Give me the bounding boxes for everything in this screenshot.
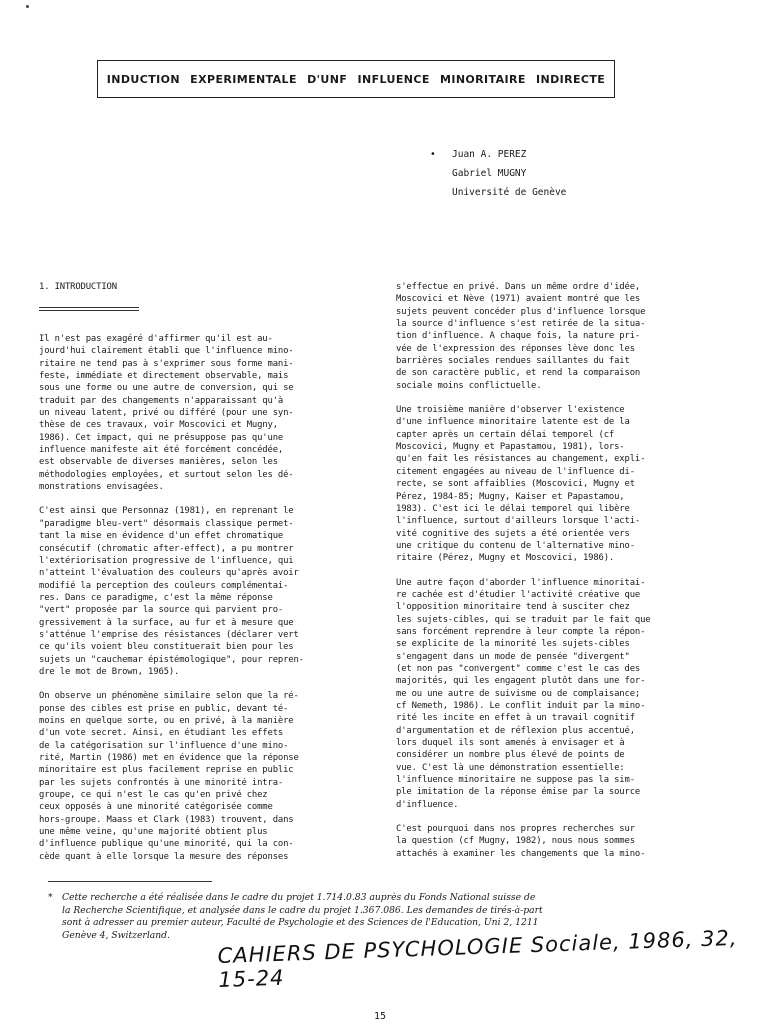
author-footnote-bullet: • bbox=[430, 149, 436, 160]
paragraph: C'est ainsi que Personnaz (1981), en reprenant le "paradigme bleu-vert" désormais classique permet- tant la mise en évidence d'un effet chromatique consécutif (chromatic after-effect), a pu montrer l'extériorisation progressive de l'influence, qui n'atteint l'évaluation des couleurs qu'après avoir modifié la perception des couleurs complémentai- res. Dans ce paradigme, c'est la même réponse "vert" proposée par la source qui parvient pro- gressivement à la surface, au fur et à mesure que s'atténue l'emprise des résistances (déclarer vert ce qu'ils voient bleu constituerait bien pour les sujets un "cauchemar épistémologique", pour repren- dre le mot de Brown, 1965). bbox=[39, 506, 304, 677]
paragraph: C'est pourquoi dans nos propres recherches sur la question (cf Mugny, 1982), nous nous sommes attachés à examiner les changements que la mino- bbox=[396, 824, 646, 859]
paragraph: Il n'est pas exagéré d'affirmer qu'il est au- jourd'hui clairement établi que l'influence mino- ritaire ne tend pas à s'exprimer sous forme mani- feste, immédiate et directement observable, mais sous une forme ou une autre de conversion, qui se traduit par des changements n'apparaissant qu'à un niveau latent, privé ou différé (pour une syn- thèse de ces travaux, voir Moscovici et Mugny, 1986). Cet impact, qui ne présuppose pas qu'une influence manifeste ait été forcément concédée, est observable de diverses manières, selon les méthodologies employées, et surtout selon les dé- monstrations envisagées. bbox=[39, 334, 294, 493]
author-name-1: Juan A. PEREZ bbox=[452, 149, 527, 160]
paragraph: s'effectue en privé. Dans un même ordre d'idée, Moscovici et Nève (1971) avaient montré que les sujets peuvent concéder plus d'influence lorsque la source d'influence s'est retirée de la situa- tion d'influence. A chaque fois, la nature pri- vée de l'expression des réponses lève donc les barrières sociales rendues saillantes du fait de son caractère public, et rend la comparaison sociale moins conflictuelle. bbox=[396, 282, 646, 391]
footnote-text: Cette recherche a été réalisée dans le cadre du projet 1.714.0.83 auprès du Fonds National suisse de la Recherche Scientifique, et analysée dans le cadre du projet 1.367.086. Les demandes de tirés-à-part sont à adresser au premier auteur, Faculté de Psychologie et des Sciences de l'Education, Uni 2, 1211 Genève 4, Switzerland. bbox=[62, 892, 543, 941]
author-name-2: Gabriel MUGNY bbox=[452, 168, 527, 179]
left-column bbox=[39, 281, 357, 875]
paragraph: Une troisième manière d'observer l'existence d'une influence minoritaire latente est de la capter après un certain délai temporel (cf Moscovici, Mugny et Papastamou, 1981), lors- qu'en fait les résistances au changement, expli- citement engagées au niveau de l'influence di- recte, se sont affaiblies (Moscovici, Mugny et Pérez, 1984-85; Mugny, Kaiser et Papastamou, 1983). C'est ici le délai temporel qui libère l'influence, surtout d'ailleurs lorsque l'acti- vité cognitive des sujets a été orientée vers une critique du contenu de l'alternative mino- ritaire (Pérez, Mugny et Moscovici, 1986). bbox=[396, 405, 646, 564]
author-affiliation: Université de Genève bbox=[452, 187, 567, 198]
footnote-rule bbox=[48, 881, 212, 882]
handwritten-citation: CAHIERS DE PSYCHOLOGIE Sociale, 1986, 32, 15-24 bbox=[217, 925, 738, 992]
page-number: 15 bbox=[374, 1011, 387, 1022]
author-block bbox=[430, 145, 566, 202]
footnote-marker: * bbox=[48, 892, 53, 903]
paragraph: On observe un phénomène similaire selon que la ré- ponse des cibles est prise en public, devant té- moins en quelque sorte, ou en privé, à la manière d'un vote secret. Ainsi, en étudiant les effets de la catégorisation sur l'influence d'une mino- rité, Martin (1986) met en évidence que la réponse minoritaire est plus facilement reprise en public par les sujets confrontés à une minorité intra- groupe, ce qui n'est le cas qu'en privé chez ceux opposés à une minorité catégorisée comme hors-groupe. Maass et Clark (1983) trouvent, dans une même veine, qu'une majorité obtient plus d'influence publique qu'une minorité, qui la con- cède quant à elle lorsque la mesure des réponses bbox=[39, 691, 299, 862]
paragraph: Une autre façon d'aborder l'influence minoritai- re cachée est d'étudier l'activité créative que l'opposition minoritaire tend à susciter chez les sujets-cibles, qui se traduit par le fait que sans forcément reprendre à leur compte la répon- se explicite de la minorité les sujets-cibles s'engagent dans un mode de pensée "divergent" (et non pas "convergent" comme c'est le cas des majorités, qui les engagent plutôt dans une for- me ou une autre de suivisme ou de complaisance; cf Nemeth, 1986). Le conflit induit par la mino- rité les incite en effet à un travail cognitif d'argumentation et de réflexion plus accentué, lors duquel ils sont amenés à envisager et à considérer un nombre plus élevé de points de vue. C'est là une démonstration essentielle: l'influence minoritaire ne suppose pas la sim- ple imitation de la réponse émise par la source d'influence. bbox=[396, 577, 651, 810]
paper-title: INDUCTION EXPERIMENTALE D'UNF INFLUENCE MINORITAIRE INDIRECTE bbox=[106, 72, 606, 86]
section-heading: 1. INTRODUCTION bbox=[39, 282, 117, 292]
right-column bbox=[396, 281, 714, 872]
scan-speck bbox=[26, 5, 29, 8]
heading-underline bbox=[39, 307, 139, 311]
title-box bbox=[97, 60, 615, 98]
